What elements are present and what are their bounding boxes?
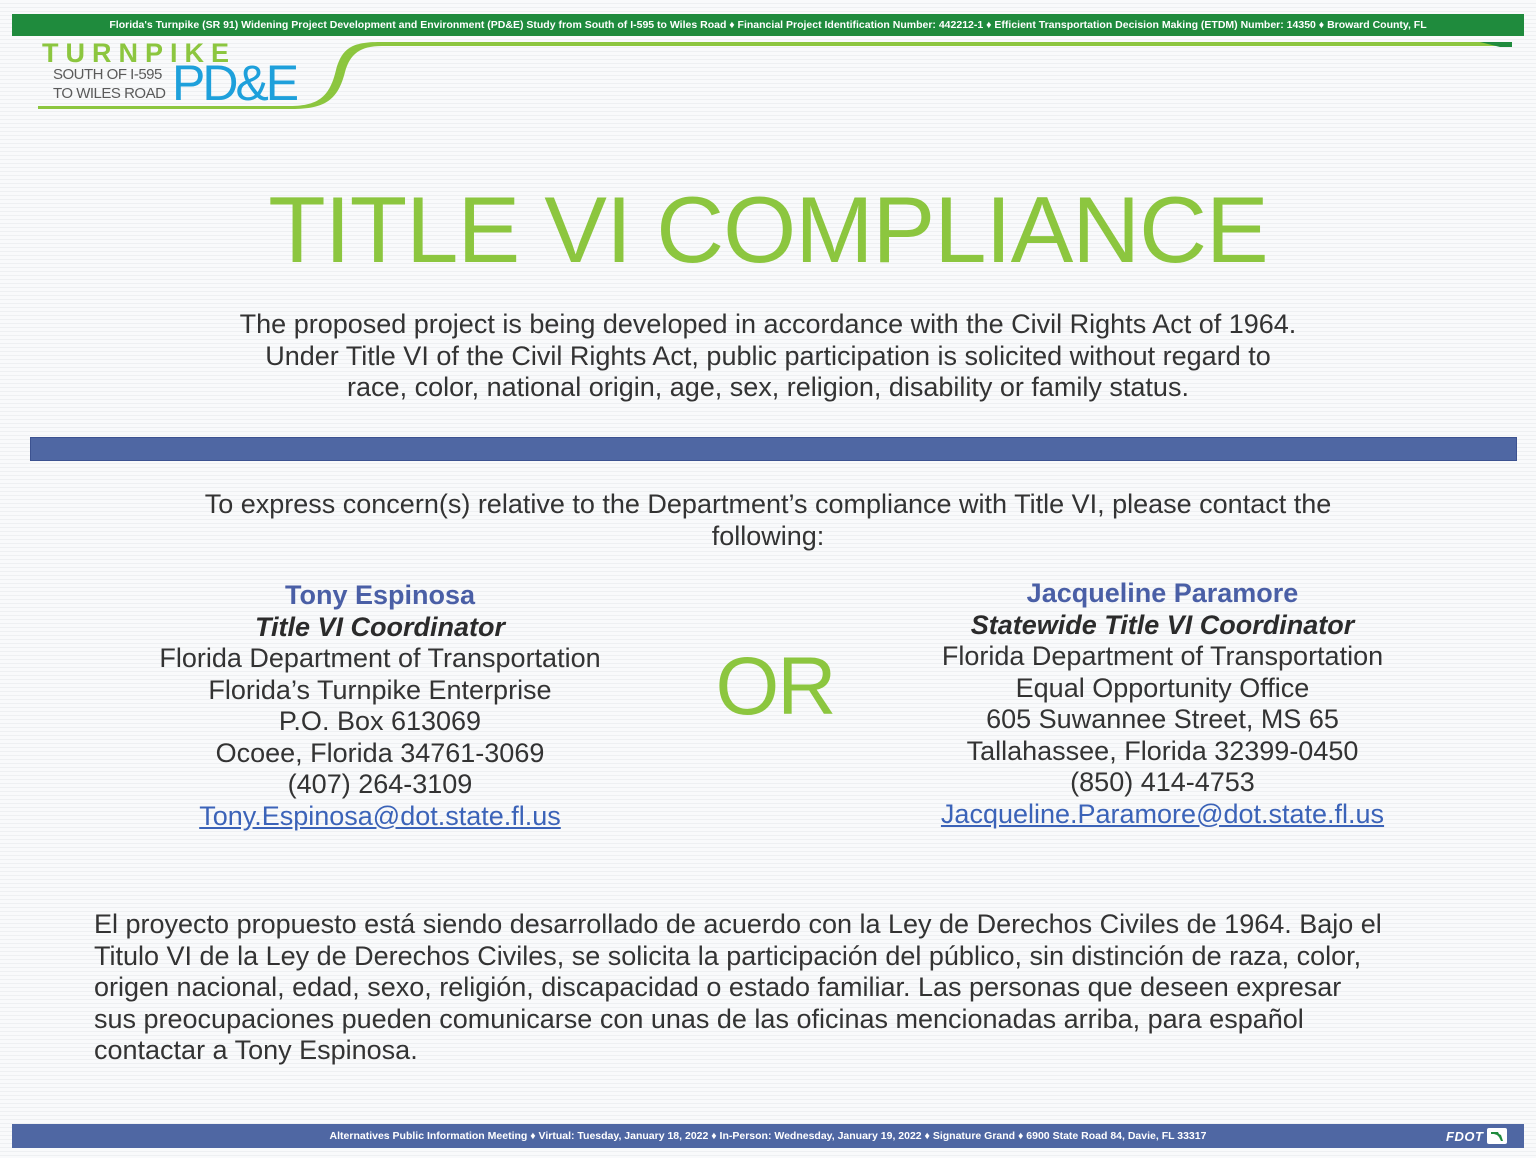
logo-turnpike-text: TURNPIKE xyxy=(42,38,237,68)
spanish-line: origen nacional, edad, sexo, religión, discapacidad o estado familiar. Las personas que deseen expresar xyxy=(94,972,1342,1003)
contact-org: Florida Department of Transportation xyxy=(159,643,601,673)
logo-line-1: SOUTH OF I-595 xyxy=(53,66,162,83)
contact-dept: Equal Opportunity Office xyxy=(1015,672,1310,703)
turnpike-pde-logo xyxy=(36,38,356,110)
contact-org: Florida Department of Transportation xyxy=(941,641,1384,671)
contact-dept: Florida’s Turnpike Enterprise xyxy=(208,674,552,705)
florida-state-icon xyxy=(1487,1128,1507,1144)
project-banner-text: Florida's Turnpike (SR 91) Widening Project Development and Environment (PD&E) Study from South of I-595 to Wiles Road ♦ Financial Project Identification Number: 442212-1 ♦ Efficient Transportation Decision Making (ETDM) Number: 14350 ♦ Broward County, FL xyxy=(109,19,1427,31)
or-separator: OR xyxy=(715,641,835,732)
contact-email-link[interactable]: Jacqueline.Paramore@dot.state.fl.us xyxy=(940,798,1385,829)
contact-name: Jacqueline Paramore xyxy=(1026,578,1299,608)
spanish-line: El proyecto propuesto está siendo desarrollado de acuerdo con la Ley de Derechos Civiles de 1964. Bajo el xyxy=(94,909,1382,939)
intro-paragraph xyxy=(150,309,1386,404)
fdot-logo-text: FDOT xyxy=(1446,1128,1484,1144)
meeting-banner xyxy=(12,1124,1524,1148)
concern-line: To express concern(s) relative to the Department’s compliance with Title VI, please contact the xyxy=(204,489,1332,519)
section-divider xyxy=(30,437,1517,461)
intro-line: Under Title VI of the Civil Rights Act, public participation is solicited without regard to xyxy=(265,340,1271,371)
page-title: TITLE VI COMPLIANCE xyxy=(268,177,1268,282)
contact-card-espinosa xyxy=(110,580,650,832)
contact-name: Tony Espinosa xyxy=(284,580,476,610)
contact-phone: (407) 264-3109 xyxy=(287,769,473,799)
contact-city: Tallahassee, Florida 32399-0450 xyxy=(966,735,1359,766)
fdot-logo xyxy=(1446,1126,1524,1146)
spanish-line: Titulo VI de la Ley de Derechos Civiles, se solicita la participación del público, sin distinción de raza, color, xyxy=(94,940,1362,971)
contact-card-paramore xyxy=(890,578,1435,830)
concern-paragraph xyxy=(150,489,1386,552)
logo-line-2: TO WILES ROAD xyxy=(53,85,166,102)
contact-email-link[interactable]: Tony.Espinosa@dot.state.fl.us xyxy=(199,800,561,831)
intro-line: The proposed project is being developed in accordance with the Civil Rights Act of 1964. xyxy=(239,309,1297,339)
contact-address: 605 Suwannee Street, MS 65 xyxy=(986,704,1339,734)
meeting-banner-text: Alternatives Public Information Meeting ♦ Virtual: Tuesday, January 18, 2022 ♦ In-Person: Wednesday, January 19, 2022 ♦ Signature Grand ♦ 6900 State Road 84, Davie, FL 33317 xyxy=(329,1130,1207,1142)
intro-line: race, color, national origin, age, sex, religion, disability or family status. xyxy=(347,372,1189,402)
spanish-paragraph xyxy=(94,909,1454,1067)
spanish-line: sus preocupaciones pueden comunicarse con unas de las oficinas mencionadas arriba, para español xyxy=(94,1003,1304,1034)
contact-city: Ocoee, Florida 34761-3069 xyxy=(215,737,545,768)
concern-line: following: xyxy=(711,520,825,551)
logo-pde-text: PD&E xyxy=(172,55,297,111)
contact-role: Title VI Coordinator xyxy=(254,611,505,642)
contact-phone: (850) 414-4753 xyxy=(1070,767,1255,797)
contact-role: Statewide Title VI Coordinator xyxy=(970,609,1355,640)
contact-address: P.O. Box 613069 xyxy=(278,706,482,736)
spanish-line: contactar a Tony Espinosa. xyxy=(94,1035,418,1066)
